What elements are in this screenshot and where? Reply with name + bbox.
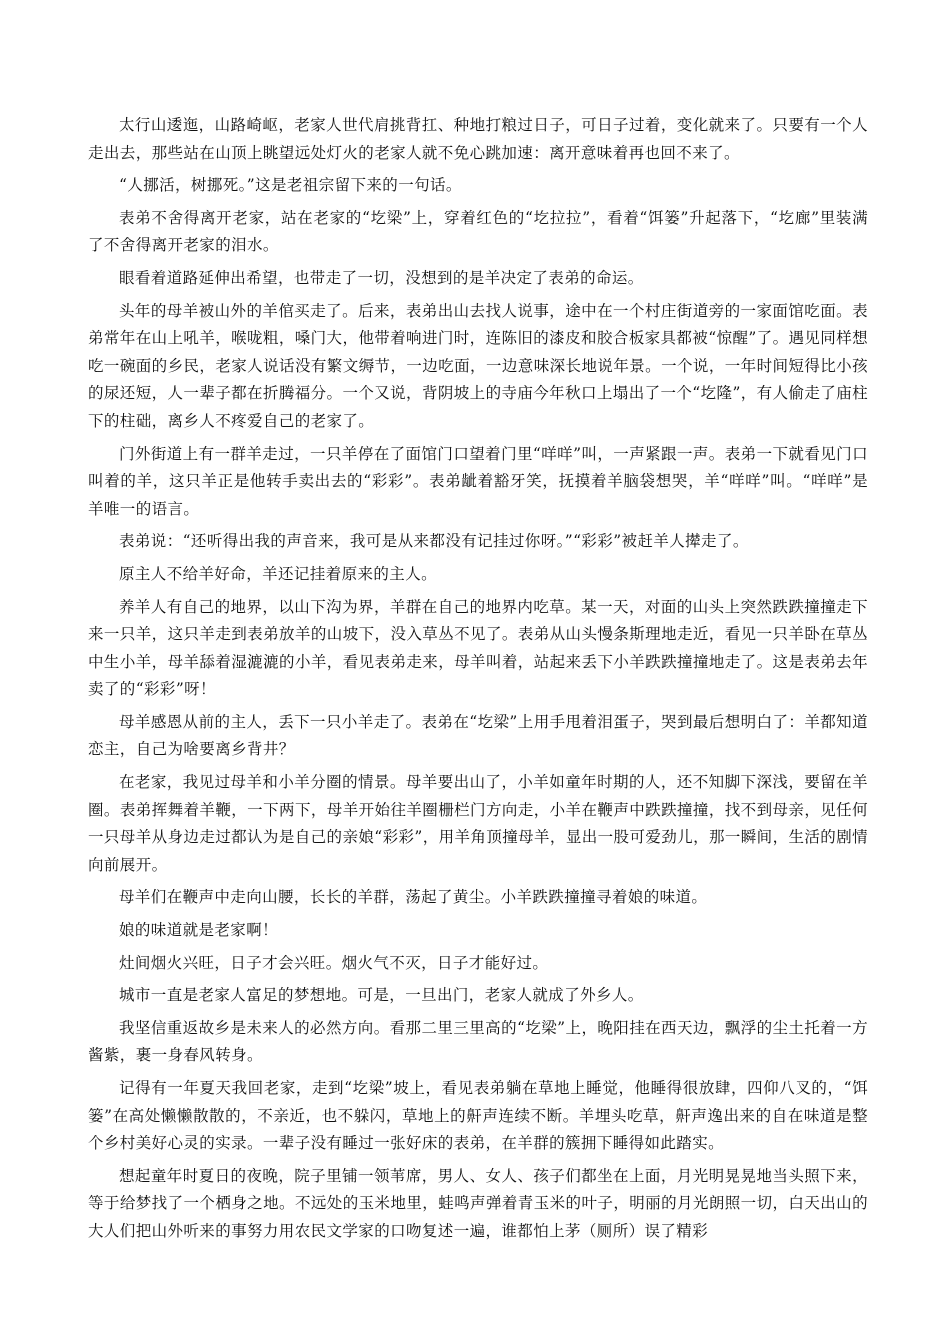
- paragraph: 城市一直是老家人富足的梦想地。可是，一旦出门，老家人就成了外乡人。: [119, 986, 644, 1005]
- paragraph: 记得有一年夏天我回老家，走到“圪梁”坡上，看见表弟躺在草地上睡觉，他睡得很放肆，四仰八叉的，“饵篓”在高处懒懒散散的，不亲近，也不躲闪，草地上的鼾声连续不断。羊埋头吃草，鼾声逸出来的自在味道是整个乡村美好心灵的实录。一辈子没有睡过一张好床的表弟，在羊群的簇拥下睡得如此踏实。: [88, 1079, 868, 1153]
- paragraph: 头年的母羊被山外的羊倌买走了。后来，表弟出山去找人说事，途中在一个村庄街道旁的一家面馆吃面。表弟常年在山上吼羊，喉咙粗，嗓门大，他带着响进门时，连陈旧的漆皮和胶合板家具都被“惊醒”了。遇见同样想吃一碗面的乡民，老家人说话没有繁文缛节，一边吃面，一边意味深长地说年景。一个说，一年时间短得比小孩的尿还短，人一辈子都在折腾福分。一个又说，背阴坡上的寺庙今年秋口上塌出了一个“圪隆”，有人偷走了庙柱下的柱础，离乡人不疼爱自己的老家了。: [88, 301, 868, 430]
- paragraph: “人挪活，树挪死。”这是老祖宗留下来的一句话。: [119, 176, 462, 195]
- paragraph: 母羊感恩从前的主人，丢下一只小羊走了。表弟在“圪梁”上用手甩着泪蛋子，哭到最后想明白了：羊都知道恋主，自己为啥要离乡背井？: [88, 712, 868, 759]
- paragraph: 灶间烟火兴旺，日子才会兴旺。烟火气不灭，日子才能好过。: [119, 953, 549, 972]
- paragraph: 表弟不舍得离开老家，站在老家的“圪梁”上，穿着红色的“圪拉拉”，看着“饵篓”升起落下，“圪廊”里装满了不舍得离开老家的泪水。: [88, 208, 868, 255]
- paragraph: 养羊人有自己的地界，以山下沟为界，羊群在自己的地界内吃草。某一天，对面的山头上突然跌跌撞撞走下来一只羊，这只羊走到表弟放羊的山坡下，没入草丛不见了。表弟从山头慢条斯理地走近，看见一只羊卧在草丛中生小羊，母羊舔着湿漉漉的小羊，看见表弟走来，母羊叫着，站起来丢下小羊跌跌撞撞地走了。这是表弟去年卖了的“彩彩”呀！: [88, 597, 868, 699]
- paragraph: 想起童年时夏日的夜晚，院子里铺一领苇席，男人、女人、孩子们都坐在上面，月光明晃晃地当头照下来，等于给梦找了一个栖身之地。不远处的玉米地里，蛙鸣声弹着青玉米的叶子，明丽的月光朗照一切，白天出山的大人们把山外听来的事努力用农民文学家的口吻复述一遍，谁都怕上茅（厕所）误了精彩: [88, 1166, 868, 1240]
- paragraph: 原主人不给羊好命，羊还记挂着原来的主人。: [119, 564, 438, 583]
- paragraph: 母羊们在鞭声中走向山腰，长长的羊群，荡起了黄尘。小羊跌跌撞撞寻着娘的味道。: [119, 888, 708, 907]
- paragraph: 门外街道上有一群羊走过，一只羊停在了面馆门口望着门里“咩咩”叫，一声紧跟一声。表弟一下就看见门口叫着的羊，这只羊正是他转手卖出去的“彩彩”。表弟龇着豁牙笑，抚摸着羊脑袋想哭，羊“咩咩”叫。“咩咩”是羊唯一的语言。: [88, 444, 868, 518]
- paragraph: 我坚信重返故乡是未来人的必然方向。看那二里三里高的“圪梁”上，晚阳挂在西天边，飘浮的尘土托着一方酱紫，裹一身春风转身。: [88, 1018, 868, 1065]
- paragraph: 在老家，我见过母羊和小羊分圈的情景。母羊要出山了，小羊如童年时期的人，还不知脚下深浅，要留在羊圈。表弟挥舞着羊鞭，一下两下，母羊开始往羊圈栅栏门方向走，小羊在鞭声中跌跌撞撞，找不到母亲，见任何一只母羊从身边走过都认为是自己的亲娘“彩彩”，用羊角顶撞母羊，显出一股可爱劲儿，那一瞬间，生活的剧情向前展开。: [88, 773, 868, 874]
- paragraph: 娘的味道就是老家啊！: [119, 921, 279, 940]
- paragraph: 眼看着道路延伸出希望，也带走了一切，没想到的是羊决定了表弟的命运。: [119, 268, 644, 287]
- paragraph: 太行山逶迤，山路崎岖，老家人世代肩挑背扛、种地打粮过日子，可日子过着，变化就来了。只要有一个人走出去，那些站在山顶上眺望远处灯火的老家人就不免心跳加速：离开意味着再也回不来了。: [88, 116, 868, 162]
- article-body: [88, 112, 868, 1251]
- paragraph: 表弟说：“还听得出我的声音来，我可是从来都没有记挂过你呀。”“彩彩”被赶羊人撵走了。: [119, 532, 749, 551]
